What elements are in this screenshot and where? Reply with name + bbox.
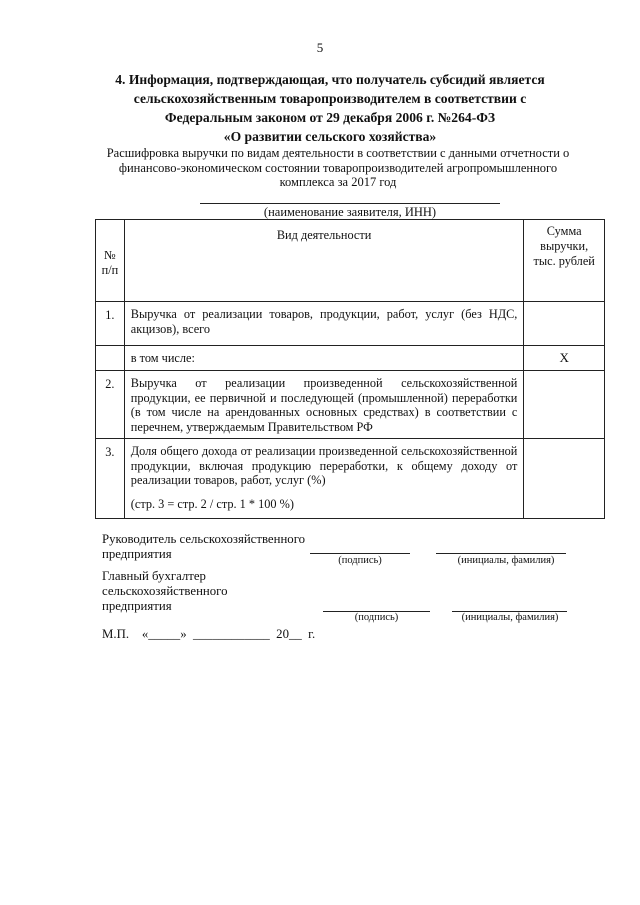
heading-line: «О развитии сельского хозяйства» (223, 129, 437, 144)
header-number-line: п/п (101, 262, 119, 277)
row-number: 2. (96, 371, 125, 439)
row-sum-cell[interactable] (524, 439, 605, 519)
header-sum-line: Сумма (546, 224, 582, 238)
description-line: комплекса за 2017 год (279, 175, 397, 189)
header-activity: Вид деятельности (124, 220, 524, 302)
signature-caption: (подпись) (338, 555, 382, 566)
description-line: финансово-экономическом состоянии товаропроизводителей агропромышленного (118, 160, 558, 175)
heading-line: сельскохозяйственным товаропроизводителем в соответствии с (133, 91, 527, 106)
heading-line: 4. Информация, подтверждающая, что получатель субсидий является (115, 72, 545, 87)
row-text: Выручка от реализации товаров, продукции, работ, услуг (без НДС, акцизов), всего (130, 307, 518, 336)
signature-caption: (подпись) (354, 612, 399, 623)
header-number (96, 220, 125, 302)
initials-caption: (инициалы, фамилия) (457, 555, 555, 566)
head-initials-line[interactable] (436, 553, 566, 554)
header-number-line: № (104, 247, 116, 262)
row-text: Выручка от реализации произведенной сельскохозяйственной продукции, ее первичной и последующей (промышленной) переработки (в том числе на арендованных основных средствах) в соответствии с перечнем, утверждаемым Правительством РФ (130, 376, 518, 434)
signature-label-line: Главный бухгалтер (102, 569, 206, 583)
signature-label-line: Руководитель сельскохозяйственного (102, 532, 306, 546)
revenue-table (95, 219, 605, 519)
applicant-fill-line (200, 203, 500, 204)
description-line: Расшифровка выручки по видам деятельности в соответствии с данными отчетности о (106, 146, 570, 160)
row-text: Доля общего дохода от реализации произведенной сельскохозяйственной продукции, включая продукцию переработки, к общему доходу от реализации товаров, работ, услуг (%) (130, 444, 518, 487)
row-description (124, 302, 524, 346)
table-row (96, 346, 605, 371)
signature-label-line: сельскохозяйственного (102, 584, 228, 598)
signature-label-line: предприятия (102, 547, 172, 561)
table-description (78, 146, 598, 190)
header-sum (524, 220, 605, 302)
row-number: 1. (96, 302, 125, 346)
head-signature-label (102, 532, 305, 562)
header-sum-line: тыс. рублей (533, 254, 595, 268)
heading-line: Федеральным законом от 29 декабря 2006 г. №264-ФЗ (164, 110, 496, 125)
initials-caption: (инициалы, фамилия) (461, 612, 559, 623)
table-row (96, 302, 605, 346)
table-header-row (96, 220, 605, 302)
row-sum-cell: X (524, 346, 605, 371)
row-description (124, 346, 524, 371)
applicant-caption: (наименование заявителя, ИНН) (263, 205, 437, 219)
page-number: 5 (316, 40, 324, 55)
signature-label-line: предприятия (102, 599, 172, 613)
row-text-block (125, 439, 524, 515)
stamp-date-line: М.П. «_____» ____________ 20__ г. (102, 627, 316, 641)
header-sum-line: выручки, (540, 239, 589, 253)
table-row (96, 439, 605, 519)
head-signature-line[interactable] (310, 553, 410, 554)
row-number: 3. (96, 439, 125, 519)
row-sum-cell[interactable] (524, 302, 605, 346)
row-text: в том числе: (130, 351, 195, 365)
row-formula: (стр. 3 = стр. 2 / стр. 1 * 100 %) (130, 496, 294, 511)
row-description (124, 439, 524, 519)
accountant-signature-label (102, 569, 228, 614)
row-sum-cell[interactable] (524, 371, 605, 439)
row-number (96, 346, 125, 371)
section-heading (60, 70, 600, 146)
row-description (124, 371, 524, 439)
table-row (96, 371, 605, 439)
